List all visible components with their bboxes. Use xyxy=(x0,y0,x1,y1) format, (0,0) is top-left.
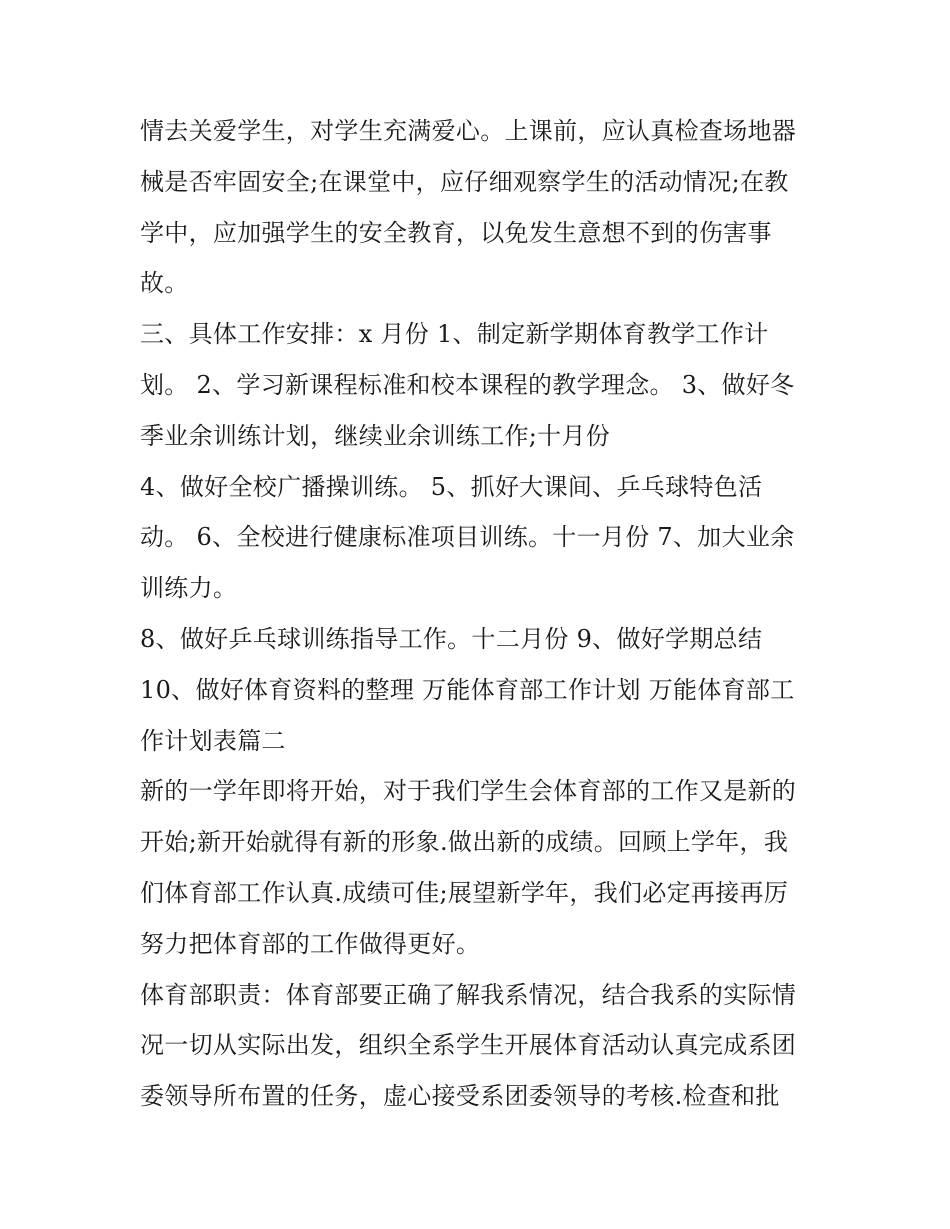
text-line: 况一切从实际出发，组织全系学生开展体育活动认真完成系团 xyxy=(140,1031,797,1060)
text-line: 划。 2、学习新课程标准和校本课程的教学理念。 3、做好冬 xyxy=(140,370,795,399)
document-body xyxy=(140,106,820,1122)
text-line: 动。 6、全校进行健康标准项目训练。十一月份 7、加大业余 xyxy=(140,523,795,552)
text-line: 情去关爱学生，对学生充满爱心。上课前，应认真检查场地器 xyxy=(140,117,797,145)
text-line: 训练力。 xyxy=(140,574,238,603)
text-line: 委领导所布置的任务，虚心接受系团委领导的考核.检查和批 xyxy=(140,1082,780,1111)
text-line: 4、做好全校广播操训练。 5、抓好大课间、乒乓球特色活 xyxy=(140,472,763,501)
text-line: 10、做好体育资料的整理 万能体育部工作计划 万能体育部工 xyxy=(140,675,795,704)
text-line: 新的一学年即将开始，对于我们学生会体育部的工作又是新的 xyxy=(140,777,797,806)
text-line: 季业余训练计划，继续业余训练工作;十月份 xyxy=(140,421,611,450)
text-line: 械是否牢固安全;在课堂中，应仔细观察学生的活动情况;在教 xyxy=(140,167,789,196)
text-line: 体育部职责：体育部要正确了解我系情况，结合我系的实际情 xyxy=(140,980,797,1009)
text-line: 开始;新开始就得有新的形象.做出新的成绩。回顾上学年，我 xyxy=(140,828,789,857)
text-line: 作计划表篇二 xyxy=(140,726,286,755)
text-line: 8、做好乒乓球训练指导工作。十二月份 9、做好学期总结 xyxy=(140,624,763,653)
text-line: 们体育部工作认真.成绩可佳;展望新学年，我们必定再接再厉 xyxy=(140,878,789,907)
text-line: 三、具体工作安排：x 月份 1、制定新学期体育教学工作计 xyxy=(140,320,769,349)
text-line: 故。 xyxy=(140,269,189,298)
text-line: 努力把体育部的工作做得更好。 xyxy=(140,929,481,958)
text-line: 学中，应加强学生的安全教育，以免发生意想不到的伤害事 xyxy=(140,218,772,247)
